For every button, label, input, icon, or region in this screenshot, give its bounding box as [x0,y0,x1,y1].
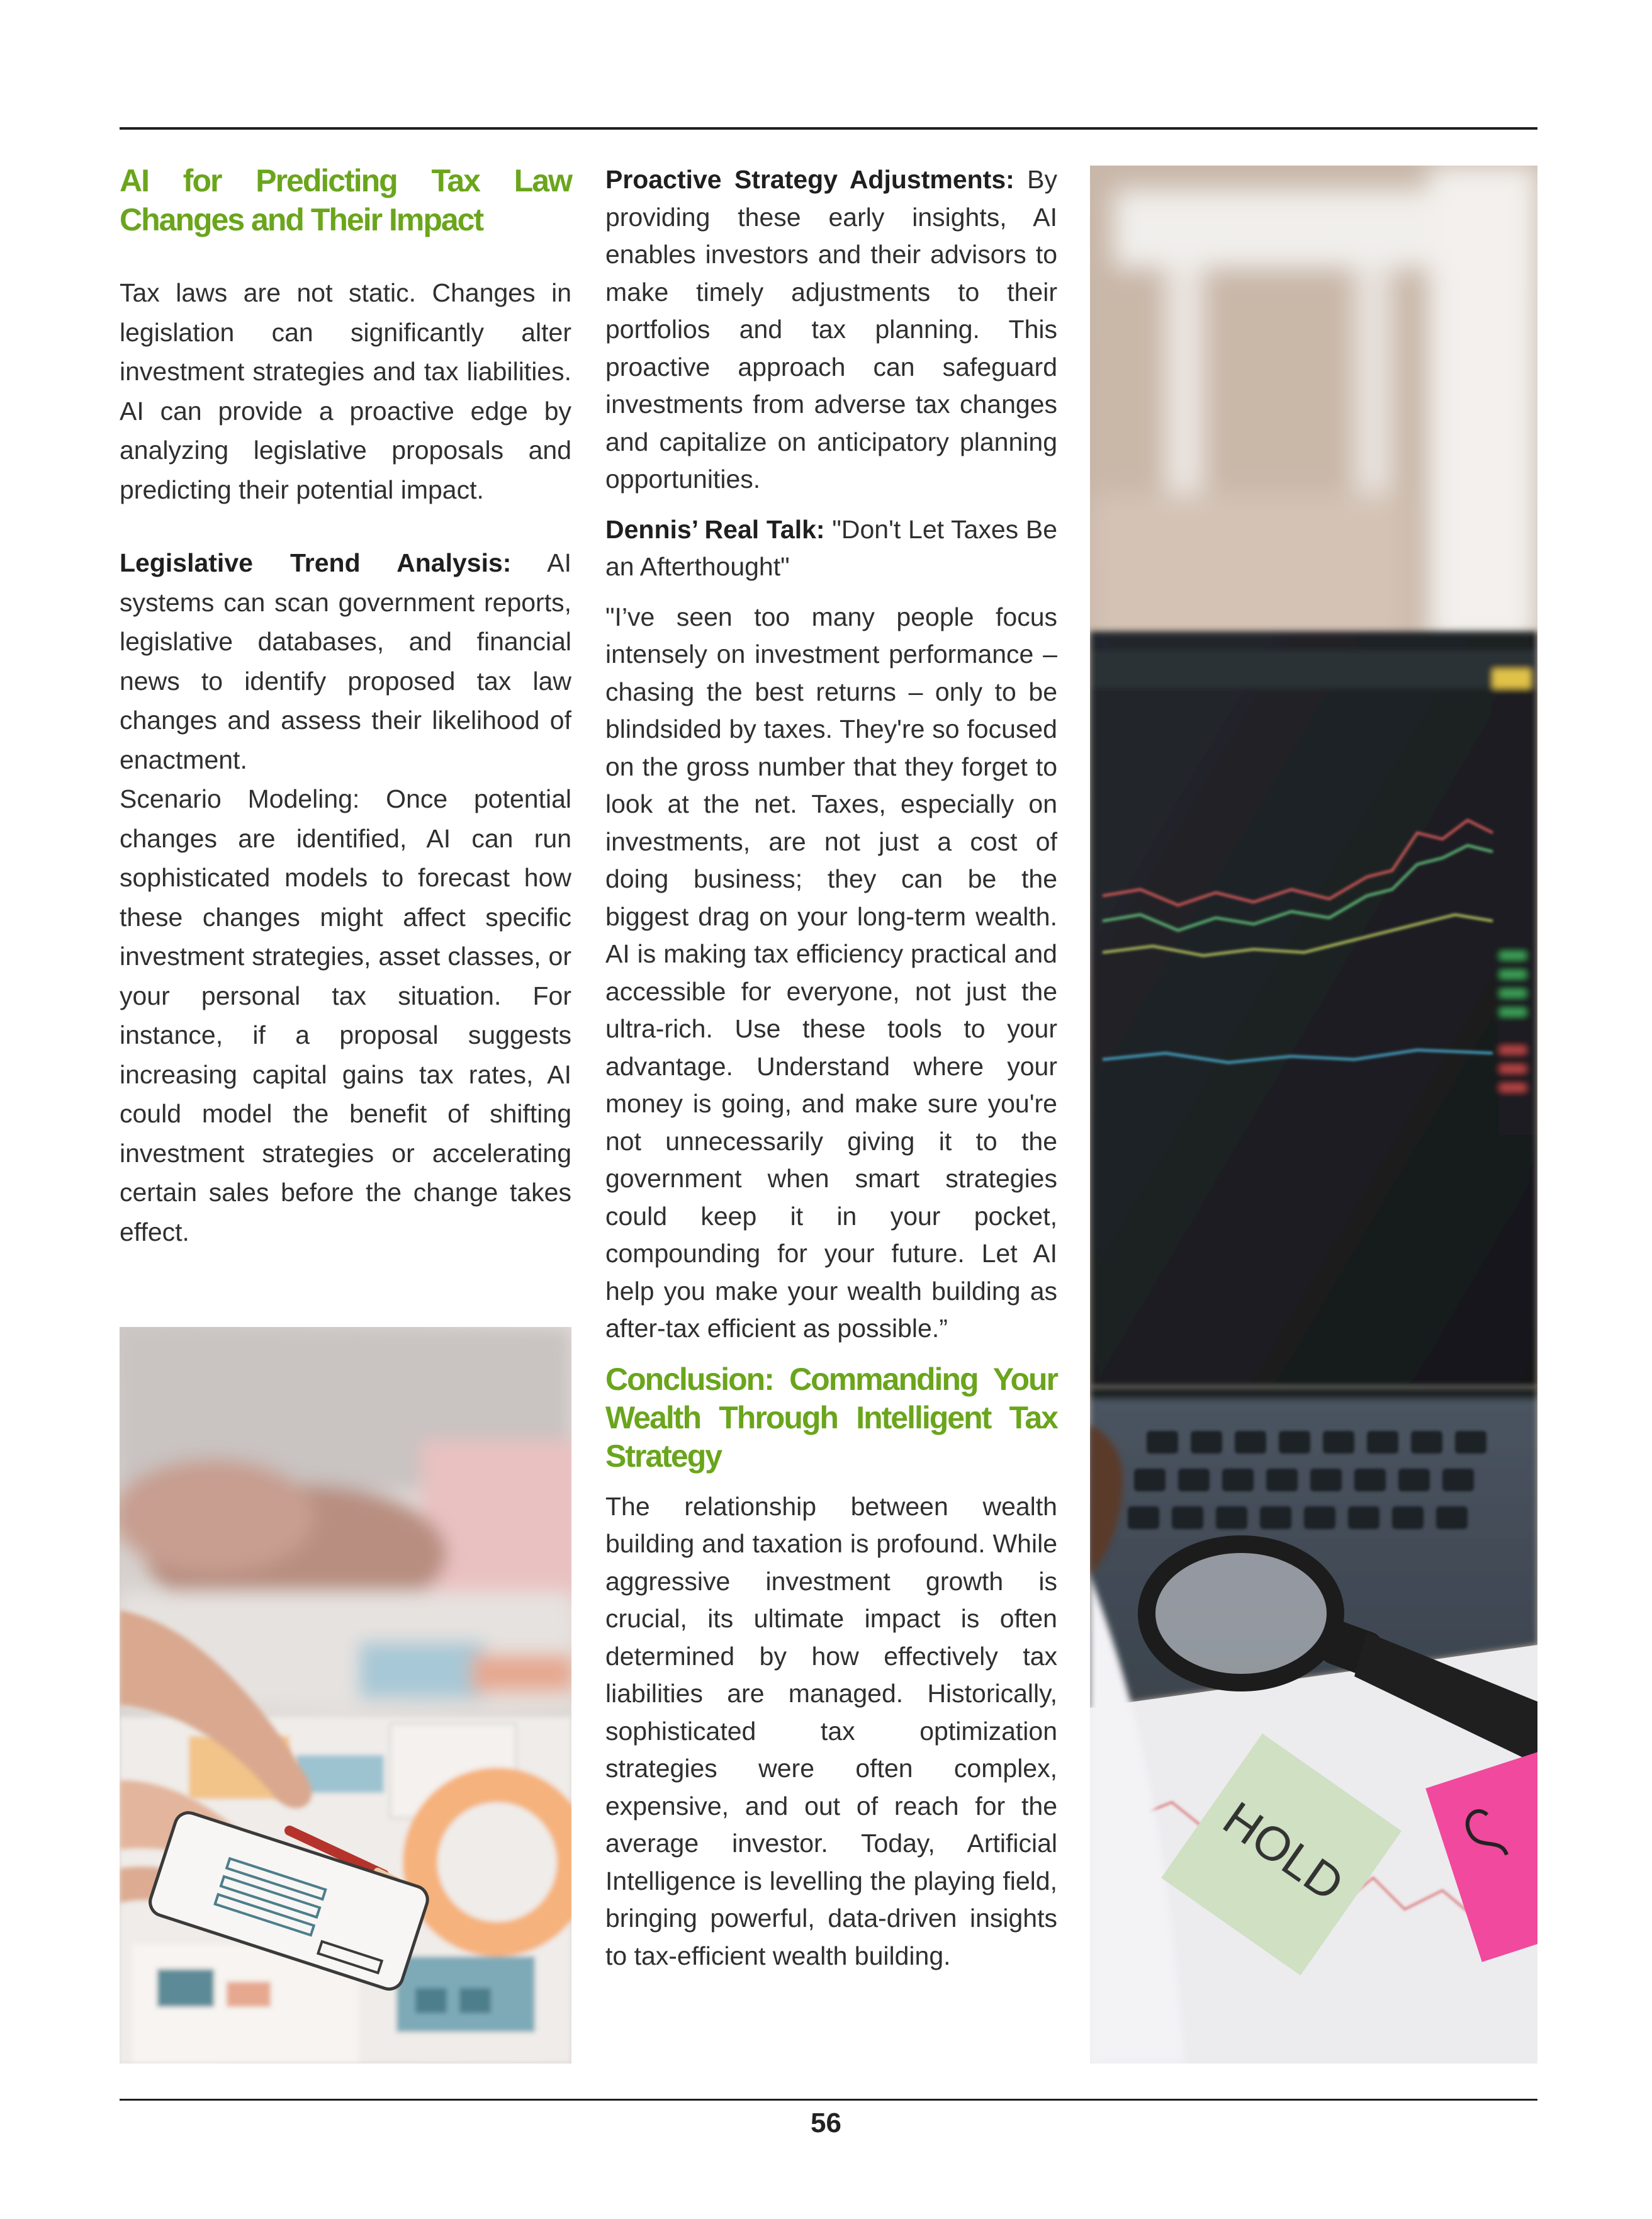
trading-laptop-photo [1090,166,1537,2064]
conclusion-heading: Conclusion: Commanding Your Wealth Through Intelligent Tax Strategy [605,1361,1057,1474]
wireframe-sketch-photo [120,1327,571,2064]
legislative-trend-paragraph [120,543,571,779]
legislative-trend-text: AI systems can scan government reports, legislative databases, and financial news to identify proposed tax law changes and assess their likelihood of enactment. [120,548,571,774]
scenario-modeling-paragraph: Scenario Modeling: Once potential changes are identified, AI can run sophisticated models to forecast how these changes might affect specific investment strategies, asset classes, or your personal tax situation. For instance, if a proposal suggests increasing capital gains tax rates, AI could model the benefit of shifting investment strategies or accelerating certain sales before the change takes effect. [120,784,571,1246]
legislative-trend-label: Legislative Trend Analysis: [120,548,512,577]
intro-paragraph: Tax laws are not static. Changes in legislation can significantly alter investment strategies and tax liabilities. AI can provide a proactive edge by analyzing legislative proposals and predicting their potential impact. [120,278,571,504]
top-rule [120,127,1537,130]
conclusion-paragraph: The relationship between wealth building and taxation is profound. While aggressive investment growth is crucial, its ultimate impact is often determined by how effectively tax liabilities are managed. Historically, sophisticated tax optimization strategies were often complex, expensive, and out of reach for the average investor. Today, Artificial Intelligence is levelling the playing field, bringing powerful, data-driven insights to tax-efficient wealth building. [605,1491,1057,1970]
section-heading-ai-predicting: AI for Predicting Tax Law Changes and Their Impact [120,163,571,237]
real-talk-heading [605,511,1057,586]
bottom-rule [120,2099,1537,2101]
middle-column [605,161,1057,1975]
page-number: 56 [811,2108,841,2138]
hold-note-text: HOLD [1213,1791,1354,1912]
proactive-strategy-label: Proactive Strategy Adjustments: [605,165,1014,194]
proactive-strategy-paragraph [605,161,1057,499]
real-talk-quote: "I’ve seen too many people focus intensely on investment performance – chasing the best returns – only to be blindsided by taxes. They're so focused on the gross number that they forget to look at the net. Taxes, especially on investments, are not just a cost of doing business; they can be the biggest drag on your long-term wealth. AI is making tax efficiency practical and accessible for everyone, not just the ultra-rich. Use these tools to your advantage. Understand where your money is going, and make sure you're not unnecessarily giving it to the government when smart strategies could keep it in your pocket, compounding for your future. Let AI help you make your wealth building as after-tax efficient as possible.” [605,602,1057,1343]
proactive-strategy-text: By providing these early insights, AI enables investors and their advisors to make timely adjustments to their portfolios and tax planning. This proactive approach can safeguard investments from adverse tax changes and capitalize on anticipatory planning opportunities. [605,165,1057,494]
real-talk-label: Dennis’ Real Talk: [605,514,825,544]
left-column [120,161,571,1251]
real-talk-title: "Don't Let Taxes Be an Afterthought" [605,514,1058,581]
